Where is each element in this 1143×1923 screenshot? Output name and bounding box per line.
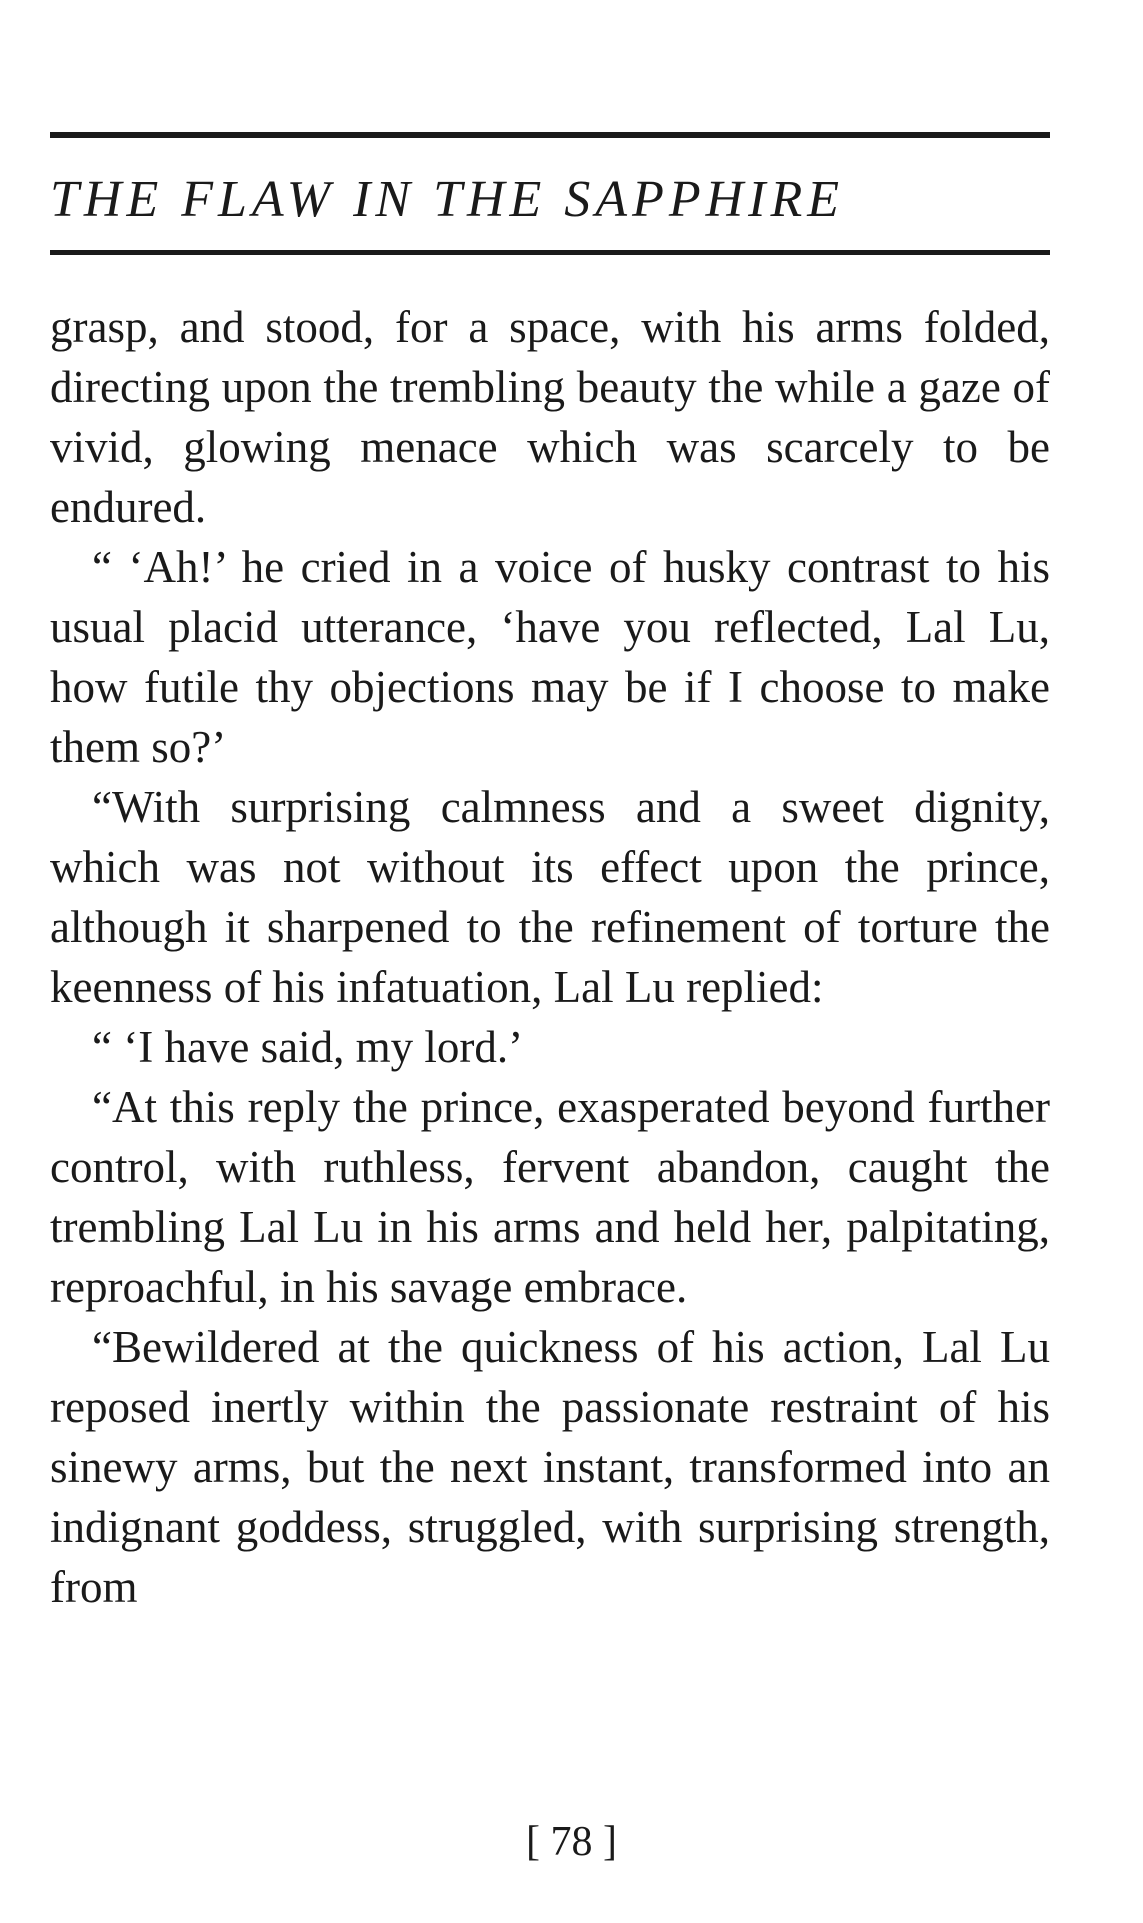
paragraph-1: grasp, and stood, for a space, with his arms folded, directing upon the trembling beauty the while a gaze of vivid, glowing menace which was scarcely to be endured. xyxy=(50,302,1050,532)
paragraph-4: “ ‘I have said, my lord.’ xyxy=(92,1022,524,1072)
paragraph-3: “With surprising calmness and a sweet dignity, which was not without its effect upon the prince, although it sharpened to the refinement of torture the keenness of his infatuation, Lal Lu replied: xyxy=(50,782,1050,1012)
book-page xyxy=(50,132,1050,1617)
header-bottom-rule xyxy=(50,250,1050,255)
running-head: THE FLAW IN THE SAPPHIRE xyxy=(50,171,844,228)
paragraph-5: “At this reply the prince, exasperated beyond further control, with ruthless, fervent abandon, caught the trembling Lal Lu in his arms and held her, palpitating, reproachful, in his savage embrace. xyxy=(50,1082,1050,1312)
paragraph-6: “Bewildered at the quickness of his action, Lal Lu reposed inertly within the passionate restraint of his sinewy arms, but the next instant, transformed into an indignant goddess, struggled, with surprising strength, from xyxy=(50,1322,1050,1612)
page-body-text xyxy=(50,297,1050,1617)
page-number: [ 78 ] xyxy=(526,1819,617,1865)
paragraph-2: “ ‘Ah!’ he cried in a voice of husky contrast to his usual placid utterance, ‘have you reflected, Lal Lu, how futile thy objections may be if I choose to make them so?’ xyxy=(50,542,1050,772)
